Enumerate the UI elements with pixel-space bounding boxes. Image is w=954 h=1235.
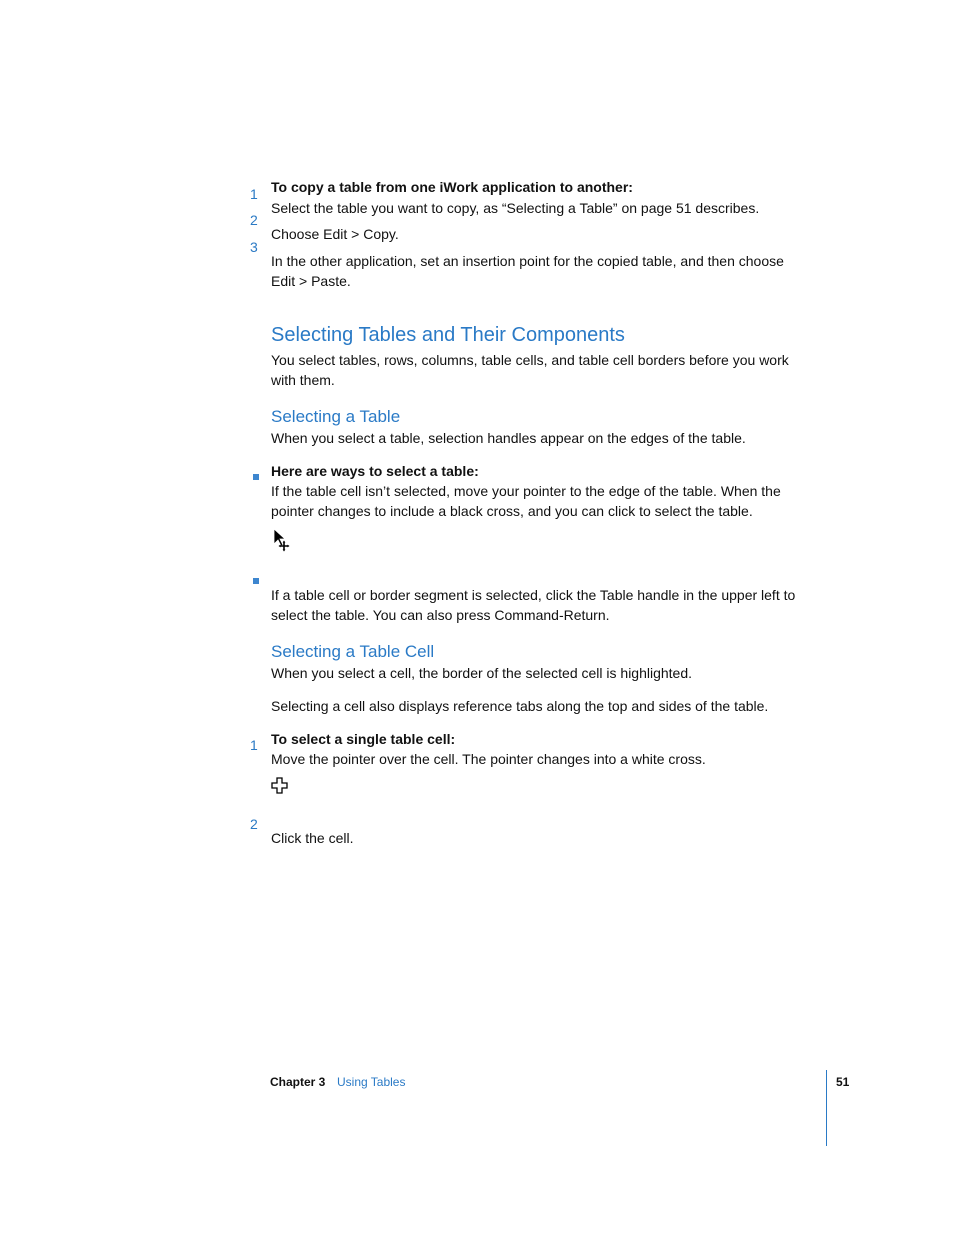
subsection-title-cell: Selecting a Table Cell — [271, 642, 435, 662]
white-cross-pointer-icon — [270, 776, 290, 796]
copy-step-2-number: 2 — [250, 212, 258, 228]
arrow-with-cross-pointer-icon — [272, 528, 296, 552]
footer-chapter-title: Using Tables — [337, 1075, 406, 1089]
footer-page-number: 51 — [836, 1075, 850, 1089]
cell-step-2-number: 2 — [250, 816, 258, 832]
table-bullet-2: If a table cell or border segment is selected, click the Table handle in the upper left to select the table. You can also press Command-Return. — [271, 587, 796, 623]
cell-para-2: Selecting a cell also displays reference tabs along the top and sides of the table. — [271, 698, 769, 714]
copy-step-3-text: In the other application, set an insertion point for the copied table, and then choose Edit > Paste. — [271, 253, 784, 289]
footer-divider — [826, 1070, 827, 1146]
bullet-marker — [253, 474, 259, 480]
table-bullet-1: If the table cell isn’t selected, move your pointer to the edge of the table. When the pointer changes to include a black cross, and you can click to select the table. — [271, 483, 781, 519]
components-intro: You select tables, rows, columns, table cells, and table cell borders before you work with them. — [271, 352, 789, 388]
cell-step-2-text: Click the cell. — [271, 830, 354, 846]
copy-step-2-text: Choose Edit > Copy. — [271, 226, 399, 242]
cell-para-1: When you select a cell, the border of the selected cell is highlighted. — [271, 665, 693, 681]
cell-step-1-number: 1 — [250, 737, 258, 753]
copy-step-3-number: 3 — [250, 239, 258, 255]
bullet-marker — [253, 578, 259, 584]
ways-heading: Here are ways to select a table: — [271, 463, 479, 479]
copy-step-1-text: Select the table you want to copy, as “Selecting a Table” on page 51 describes. — [271, 200, 760, 216]
subsection-title-table: Selecting a Table — [271, 407, 401, 427]
table-intro: When you select a table, selection handles appear on the edges of the table. — [271, 430, 746, 446]
section-title-components: Selecting Tables and Their Components — [271, 324, 625, 347]
copy-task-heading: To copy a table from one iWork application to another: — [271, 179, 633, 195]
footer-chapter: Chapter 3 — [270, 1075, 326, 1089]
cell-task-heading: To select a single table cell: — [271, 731, 456, 747]
cell-step-1-text: Move the pointer over the cell. The pointer changes into a white cross. — [271, 751, 706, 767]
copy-step-1-number: 1 — [250, 186, 258, 202]
